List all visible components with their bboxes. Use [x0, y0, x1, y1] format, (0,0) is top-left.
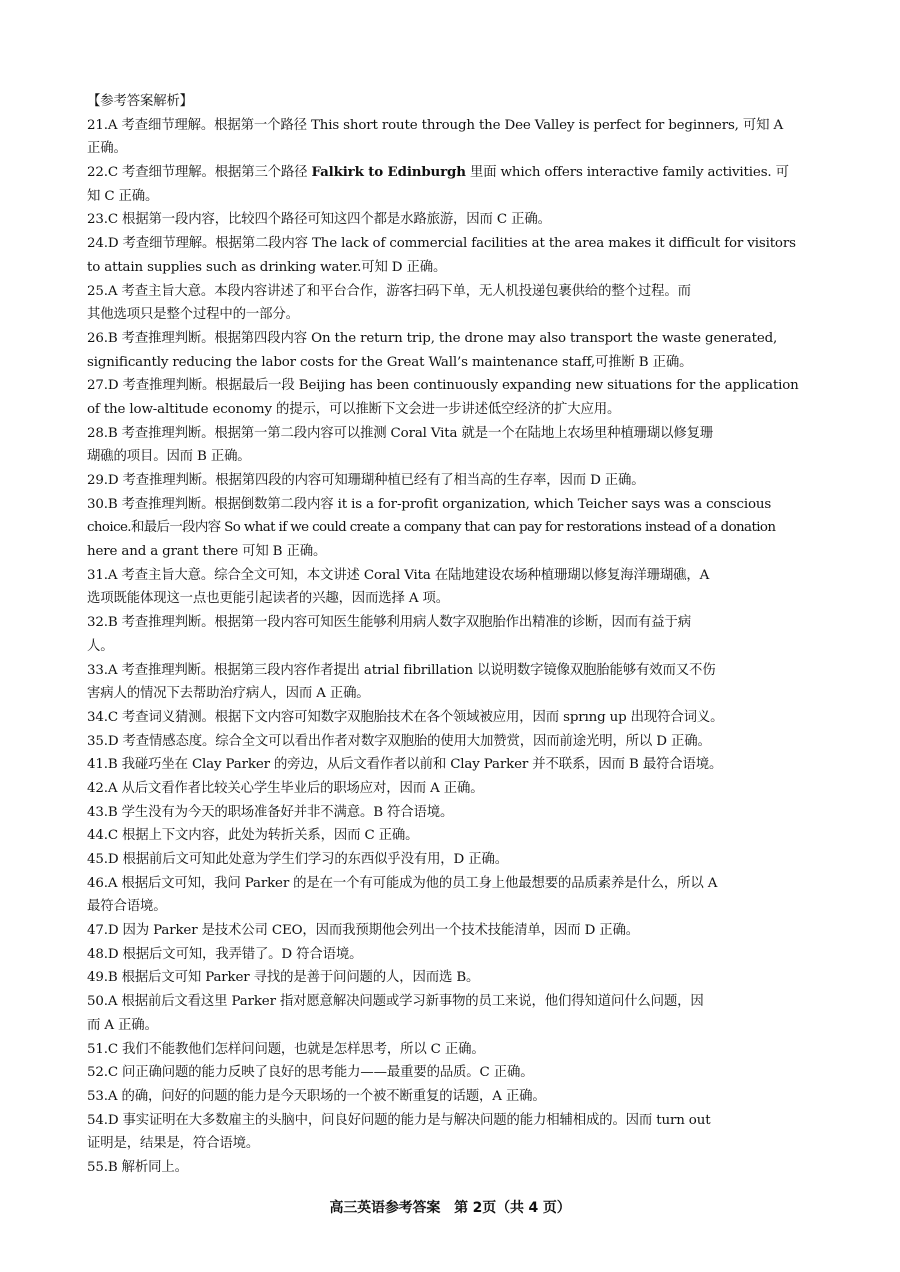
answer-line: 35.D 考查情感态度。综合全文可以看出作者对数字双胞胎的使用大加赞赏，因而前途光明，所以 D 正确。 — [87, 733, 711, 749]
answer-line: 30.B 考查推理判断。根据倒数第二段内容 it is a for-profit organization, which Teicher says was a conscious — [87, 496, 772, 512]
answer-line: 25.A 考查主旨大意。本段内容讲述了和平台合作，游客扫码下单，无人机投递包裹供给的整个过程。而 — [87, 283, 691, 299]
answer-line: 31.A 考查主旨大意。综合全文可知，本文讲述 Coral Vita 在陆地建设农场种植珊瑚以修复海洋珊瑚礁，A — [87, 567, 710, 583]
answer-line: 55.B 解析同上。 — [87, 1159, 188, 1175]
answer-line: 46.A 根据后文可知，我问 Parker 的是在一个有可能成为他的员工身上他最想要的品质素养是什么，所以 A — [87, 875, 718, 891]
answer-line: 48.D 根据后文可知，我弄错了。D 符合语境。 — [87, 946, 363, 962]
answer-line: 证明是，结果是，符合语境。 — [87, 1136, 260, 1152]
answer-line: 24.D 考查细节理解。根据第二段内容 The lack of commercial facilities at the area makes it difficult for visitors — [87, 236, 796, 252]
answer-line: here and a grant there 可知 B 正确。 — [87, 544, 327, 560]
answer-line: 21.A 考查细节理解。根据第一个路径 This short route through the Dee Valley is perfect for beginners, 可知 A — [87, 117, 783, 133]
answer-lines — [87, 114, 815, 1180]
answer-line: 而 A 正确。 — [87, 1017, 158, 1033]
answer-line: 正确。 — [87, 141, 127, 157]
answer-line: of the low-altitude economy 的提示，可以推断下文会进一步讲述低空经济的扩大应用。 — [87, 401, 621, 417]
answer-line: 选项既能体现这一点也更能引起读者的兴趣，因而选择 A 项。 — [87, 591, 449, 607]
answer-line: 34.C 考查词义猜测。根据下文内容可知数字双胞胎技术在各个领域被应用，因而 sprıng up 出现符合词义。 — [87, 709, 724, 725]
answer-line: 28.B 考查推理判断。根据第一第二段内容可以推测 Coral Vita 就是一个在陆地上农场里种植珊瑚以修复珊 — [87, 425, 714, 441]
answer-line: 42.A 从后文看作者比较关心学生毕业后的职场应对，因而 A 正确。 — [87, 780, 484, 796]
answer-line: significantly reducing the labor costs for the Great Wall’s maintenance staff,可推断 B 正确。 — [87, 354, 693, 370]
answer-line: 27.D 考查推理判断。根据最后一段 Beijing has been continuously expanding new situations for the application — [87, 378, 799, 394]
section-heading: 【参考答案解析】 — [87, 94, 193, 109]
answer-line: 54.D 事实证明在大多数雇主的头脑中，问良好问题的能力是与解决问题的能力相辅相成的。因而 turn out — [87, 1112, 711, 1128]
answer-line: 41.B 我碰巧坐在 Clay Parker 的旁边，从后文看作者以前和 Clay Parker 并不联系，因而 B 最符合语境。 — [87, 757, 723, 773]
answer-line: 50.A 根据前后文看这里 Parker 指对愿意解决问题或学习新事物的员工来说，他们得知道问什么问题，因 — [87, 994, 704, 1010]
answer-line: 人。 — [87, 638, 114, 654]
answer-line: 瑚礁的项目。因而 B 正确。 — [87, 449, 251, 465]
answer-line-part: 里面 which offers interactive family activities. 可 — [465, 165, 789, 181]
answer-line: 43.B 学生没有为今天的职场准备好并非不满意。B 符合语境。 — [87, 804, 454, 820]
answer-line-part: 22.C 考查细节理解。根据第三个路径 — [87, 165, 312, 181]
answer-line: 44.C 根据上下文内容，此处为转折关系，因而 C 正确。 — [87, 828, 419, 844]
answer-line: 最符合语境。 — [87, 899, 167, 915]
answer-line: 33.A 考查推理判断。根据第三段内容作者提出 atrial fibrillation 以说明数字镜像双胞胎能够有效而又不伤 — [87, 662, 716, 678]
page-footer: 高三英语参考答案 第 2页（共 4 页） — [329, 1200, 571, 1216]
answer-line: 知 C 正确。 — [87, 188, 159, 204]
answer-content — [87, 90, 815, 1180]
answer-line: 52.C 问正确问题的能力反映了良好的思考能力——最重要的品质。C 正确。 — [87, 1065, 534, 1081]
answer-line: 害病人的情况下去帮助治疗病人，因而 A 正确。 — [87, 686, 370, 702]
answer-line: 32.B 考查推理判断。根据第一段内容可知医生能够利用病人数字双胞胎作出精准的诊断，因而有益于病 — [87, 615, 691, 631]
bold-route-name: Falkirk to Edinburgh — [311, 164, 466, 181]
answer-line — [87, 161, 815, 185]
answer-line: 29.D 考查推理判断。根据第四段的内容可知珊瑚种植已经有了相当高的生存率，因而 D 正确。 — [87, 473, 645, 488]
answer-line: 49.B 根据后文可知 Parker 寻找的是善于问问题的人，因而选 B。 — [87, 970, 480, 986]
answer-line: 其他选项只是整个过程中的一部分。 — [87, 307, 299, 323]
answer-line: 53.A 的确，问好的问题的能力是今天职场的一个被不断重复的话题，A 正确。 — [87, 1088, 546, 1104]
answer-line: choice.和最后一段内容 So what if we could create a company that can pay for restorations instead of a donation — [87, 520, 776, 536]
answer-line: 51.C 我们不能教他们怎样问问题，也就是怎样思考，所以 C 正确。 — [87, 1041, 485, 1057]
answer-line: 47.D 因为 Parker 是技术公司 CEO，因而我预期他会列出一个技术技能清单，因而 D 正确。 — [87, 923, 639, 939]
answer-line: to attain supplies such as drinking water.可知 D 正确。 — [87, 259, 447, 275]
answer-line: 45.D 根据前后文可知此处意为学生们学习的东西似乎没有用，D 正确。 — [87, 852, 508, 867]
answer-line: 26.B 考查推理判断。根据第四段内容 On the return trip, the drone may also transport the waste generated, — [87, 330, 778, 346]
answer-line: 23.C 根据第一段内容，比较四个路径可知这四个都是水路旅游，因而 C 正确。 — [87, 212, 551, 228]
